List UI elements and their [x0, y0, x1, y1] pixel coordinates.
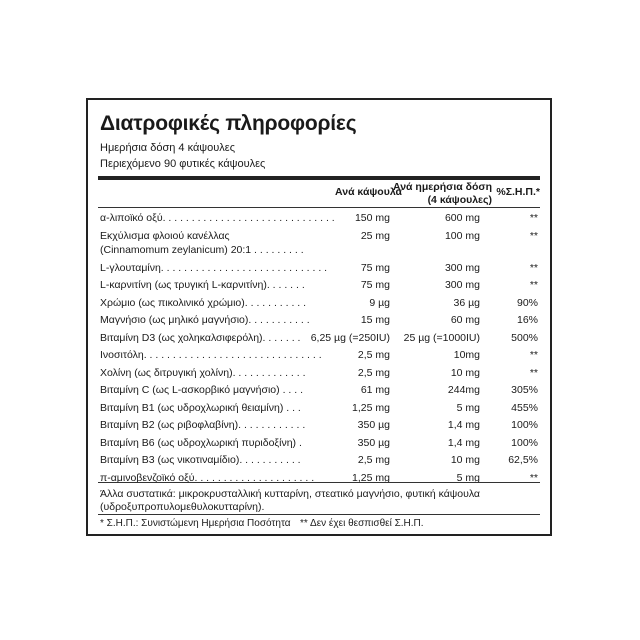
- table-row: [98, 454, 540, 472]
- column-header-per-capsule: Ανά κάψουλα: [335, 186, 402, 198]
- table-row: [98, 314, 540, 332]
- rdi-value: **: [529, 349, 538, 361]
- table-row: [98, 349, 540, 367]
- per-day-value: 1,4 mg: [447, 419, 480, 431]
- per-day-value: 10 mg: [450, 454, 480, 466]
- nutrient-name: Ινοσιτόλη. . . . . . . . . . . . . . . . . . . . . . . . . . . . . . .: [100, 349, 322, 361]
- footnote-rdi: * Σ.Η.Π.: Συνιστώμενη Ημερήσια Ποσότητα: [100, 518, 291, 529]
- rdi-value: **: [529, 366, 538, 379]
- per-capsule-value: 15 mg: [360, 314, 390, 326]
- footnote-no-rdi: ** Δεν έχει θεσπισθεί Σ.Η.Π.: [300, 518, 424, 529]
- per-capsule-value: 75 mg: [360, 279, 390, 291]
- table-row: [98, 419, 540, 437]
- rdi-value: 455%: [511, 401, 538, 414]
- footnote-divider: [98, 514, 540, 515]
- header-divider-thick: [98, 176, 540, 180]
- rdi-value: **: [529, 279, 538, 291]
- rdi-value: 62,5%: [508, 454, 538, 466]
- content-text: Περιεχόμενο 90 φυτικές κάψουλες: [100, 158, 266, 170]
- header-divider-thin: [98, 207, 540, 208]
- column-header-per-day-line1: Ανά ημερήσια δόση: [393, 181, 492, 193]
- table-row: [98, 229, 540, 256]
- rdi-value: 100%: [511, 419, 538, 431]
- column-header-rdi: %Σ.Η.Π.*: [496, 186, 540, 198]
- per-day-value: 5 mg: [456, 471, 480, 484]
- per-day-value: 36 µg: [453, 296, 480, 309]
- table-row: [98, 297, 540, 315]
- panel-title: Διατροφικές πληροφορίες: [100, 112, 357, 135]
- rdi-value: 16%: [516, 314, 538, 326]
- per-capsule-value: 61 mg: [360, 384, 390, 396]
- per-capsule-value: 1,25 mg: [352, 471, 390, 484]
- per-day-value: 300 mg: [444, 279, 480, 291]
- per-capsule-value: 2,5 mg: [357, 454, 390, 466]
- per-capsule-value: 350 µg: [357, 419, 390, 431]
- nutrient-name: π-αμινοβενζοϊκό οξύ. . . . . . . . . . . . . . . . . . . . .: [100, 471, 315, 484]
- per-day-value: 300 mg: [444, 261, 480, 274]
- nutrient-name: Βιταμίνη Β3 (ως νικοτιναμίδιο). . . . . . . . . . .: [100, 454, 301, 466]
- nutrient-name: L-καρνιτίνη (ως τρυγική L-καρνιτίνη). . . . . . .: [100, 279, 305, 291]
- nutrient-name: Βιταμίνη D3 (ως χοληκαλσιφερόλη). . . . . . .: [100, 331, 301, 344]
- per-day-value: 10 mg: [450, 366, 480, 379]
- rdi-value: 90%: [516, 296, 538, 309]
- nutrient-name: Βιταμίνη Β2 (ως ριβοφλαβίνη). . . . . . . . . . . .: [100, 419, 306, 431]
- per-capsule-value: 2,5 mg: [357, 366, 390, 379]
- table-row: [98, 262, 540, 280]
- per-day-value: 25 µg (=1000IU): [403, 331, 480, 344]
- daily-dose-text: Ημερήσια δόση 4 κάψουλες: [100, 142, 235, 154]
- table-row: [98, 332, 540, 350]
- nutrient-name: L-γλουταμίνη. . . . . . . . . . . . . . . . . . . . . . . . . . . . .: [100, 261, 328, 274]
- per-capsule-value: 150 mg: [354, 212, 390, 224]
- per-capsule-value: 75 mg: [360, 261, 390, 274]
- per-day-value: 1,4 mg: [447, 436, 480, 449]
- nutrient-name-line2: (Cinnamomum zeylanicum) 20:1 . . . . . . . . .: [100, 243, 304, 256]
- nutrient-name: Βιταμίνη Β6 (ως υδροχλωρική πυριδοξίνη) .: [100, 436, 302, 449]
- nutrient-name: α-λιποϊκό οξύ. . . . . . . . . . . . . . . . . . . . . . . . . . . . . .: [100, 212, 335, 224]
- per-capsule-value: 2,5 mg: [357, 349, 390, 361]
- table-row: [98, 472, 540, 490]
- rdi-value: 305%: [511, 384, 538, 396]
- table-row: [98, 384, 540, 402]
- nutrient-name: Χρώμιο (ως πικολινικό χρώμιο). . . . . . . . . . .: [100, 296, 307, 309]
- nutrient-name: Μαγνήσιο (ως μηλικό μαγνήσιο). . . . . . . . . . .: [100, 314, 310, 326]
- rdi-value: 100%: [511, 436, 538, 449]
- per-day-value: 5 mg: [456, 401, 480, 414]
- nutrient-name: Εκχύλισμα φλοιού κανέλλας: [100, 229, 230, 242]
- column-header-per-day-line2: (4 κάψουλες): [427, 194, 492, 206]
- per-day-value: 600 mg: [444, 212, 480, 224]
- per-capsule-value: 25 mg: [360, 229, 390, 242]
- nutrient-name: Χολίνη (ως διτρυγική χολίνη). . . . . . . . . . . . .: [100, 366, 306, 379]
- rdi-value: **: [529, 471, 538, 484]
- column-header-per-day: [393, 181, 492, 207]
- per-capsule-value: 350 µg: [357, 436, 390, 449]
- rdi-value: 500%: [511, 331, 538, 344]
- per-day-value: 100 mg: [444, 229, 480, 242]
- rdi-value: **: [529, 261, 538, 274]
- nutrient-name: Βιταμίνη Β1 (ως υδροχλωρική θειαμίνη) . . .: [100, 401, 301, 414]
- table-row: [98, 437, 540, 455]
- per-day-value: 10mg: [453, 349, 480, 361]
- table-bottom-divider: [98, 482, 540, 483]
- rdi-value: **: [529, 229, 538, 242]
- table-row: [98, 402, 540, 420]
- rdi-value: **: [529, 212, 538, 224]
- table-row: [98, 367, 540, 385]
- per-capsule-value: 6,25 µg (=250IU): [310, 331, 390, 344]
- per-day-value: 244mg: [447, 384, 480, 396]
- table-row: [98, 279, 540, 297]
- other-ingredients: Άλλα συστατικά: μικροκρυσταλλική κυτταρίνη, στεατικό μαγνήσιο, φυτική κάψουλα (υδροξυπροπυλομεθυλοκυτταρίνη).: [100, 488, 480, 513]
- nutrition-facts-panel: [86, 98, 552, 536]
- table-row: [98, 212, 540, 230]
- per-capsule-value: 1,25 mg: [352, 401, 390, 414]
- per-capsule-value: 9 µg: [369, 296, 390, 309]
- nutrient-name: Βιταμίνη C (ως L-ασκορβικό μαγνήσιο) . . . .: [100, 384, 303, 396]
- per-day-value: 60 mg: [450, 314, 480, 326]
